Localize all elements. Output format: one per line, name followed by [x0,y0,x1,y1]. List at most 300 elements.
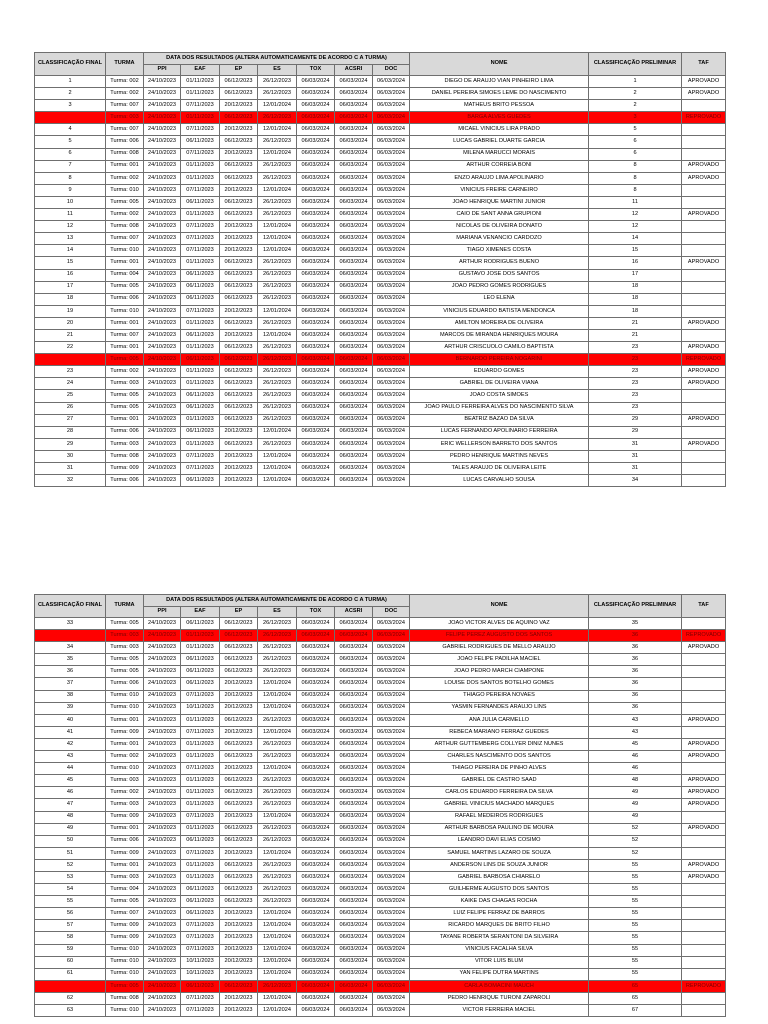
cell-es: 12/01/2024 [258,992,297,1004]
cell-taf [682,702,726,714]
cell-doc: 06/03/2024 [373,775,410,787]
cell-eaf: 01/11/2023 [181,209,220,221]
cell-tox: 06/03/2024 [297,896,335,908]
header-nome: NOME [410,53,589,76]
cell-ep: 06/12/2023 [220,402,258,414]
cell-tox: 06/03/2024 [297,835,335,847]
cell-turma: Turma: 009 [106,920,144,932]
cell-ep: 20/12/2023 [220,100,258,112]
cell-acsri: 06/03/2024 [335,859,373,871]
cell-doc: 06/03/2024 [373,678,410,690]
cell-classificacao-preliminar: 23 [589,354,682,366]
cell-acsri: 06/03/2024 [335,184,373,196]
cell-doc: 06/03/2024 [373,702,410,714]
cell-classificacao-preliminar: 11 [589,196,682,208]
cell-classificacao-final: 60 [35,956,106,968]
cell-ep: 06/12/2023 [220,293,258,305]
cell-doc: 06/03/2024 [373,148,410,160]
cell-classificacao-preliminar: 36 [589,654,682,666]
cell-classificacao-preliminar: 55 [589,932,682,944]
cell-ppi: 24/10/2023 [144,342,181,354]
cell-turma: Turma: 001 [106,823,144,835]
cell-tox: 06/03/2024 [297,100,335,112]
cell-es: 26/12/2023 [258,378,297,390]
cell-ep: 20/12/2023 [220,811,258,823]
table-row [35,414,726,426]
cell-eaf: 07/11/2023 [181,100,220,112]
cell-ppi: 24/10/2023 [144,690,181,702]
header-ep: EP [220,65,258,76]
cell-acsri: 06/03/2024 [335,402,373,414]
cell-es: 26/12/2023 [258,172,297,184]
cell-taf [682,245,726,257]
table-row [35,654,726,666]
cell-turma: Turma: 008 [106,992,144,1004]
cell-ep: 06/12/2023 [220,378,258,390]
cell-turma: Turma: 003 [106,378,144,390]
header-eaf: EAF [181,607,220,618]
cell-es: 26/12/2023 [258,269,297,281]
cell-ppi: 24/10/2023 [144,196,181,208]
cell-turma: Turma: 001 [106,257,144,269]
header-taf: TAF [682,595,726,618]
cell-nome: DIEGO DE ARAUJO VIAN PINHEIRO LIMA [410,76,589,88]
cell-classificacao-preliminar: 43 [589,726,682,738]
cell-turma: Turma: 010 [106,956,144,968]
cell-doc: 06/03/2024 [373,184,410,196]
cell-classificacao-preliminar: 35 [589,618,682,630]
cell-classificacao-final: 9 [35,184,106,196]
cell-turma: Turma: 006 [106,835,144,847]
cell-classificacao-preliminar: 43 [589,714,682,726]
cell-classificacao-preliminar: 6 [589,136,682,148]
cell-ep: 06/12/2023 [220,618,258,630]
cell-acsri: 06/03/2024 [335,811,373,823]
cell-classificacao-final: 57 [35,920,106,932]
table-row [35,690,726,702]
header-taf: TAF [682,53,726,76]
cell-nome: PEDRO HENRIQUE MARTINS NEVES [410,450,589,462]
cell-turma: Turma: 008 [106,148,144,160]
cell-classificacao-final: 25 [35,390,106,402]
cell-tox: 06/03/2024 [297,390,335,402]
cell-classificacao-final: 54 [35,884,106,896]
cell-nome: GABRIEL BARBOSA CHIARELO [410,871,589,883]
cell-classificacao-final: 56 [35,908,106,920]
table-row [35,678,726,690]
cell-eaf: 01/11/2023 [181,76,220,88]
header-acsri: ACSRI [335,65,373,76]
cell-ppi: 24/10/2023 [144,233,181,245]
cell-tox: 06/03/2024 [297,980,335,992]
cell-ppi: 24/10/2023 [144,136,181,148]
cell-es: 26/12/2023 [258,787,297,799]
cell-acsri: 06/03/2024 [335,992,373,1004]
cell-es: 26/12/2023 [258,799,297,811]
table-header [35,53,726,76]
cell-eaf: 01/11/2023 [181,88,220,100]
cell-tox: 06/03/2024 [297,184,335,196]
cell-taf [682,402,726,414]
cell-es: 12/01/2024 [258,426,297,438]
table-row [35,702,726,714]
cell-classificacao-final: 35 [35,654,106,666]
cell-ppi: 24/10/2023 [144,618,181,630]
cell-classificacao-preliminar: 8 [589,172,682,184]
cell-ep: 20/12/2023 [220,763,258,775]
cell-taf: APROVADO [682,317,726,329]
cell-doc: 06/03/2024 [373,859,410,871]
table-row [35,775,726,787]
cell-tox: 06/03/2024 [297,281,335,293]
cell-doc: 06/03/2024 [373,896,410,908]
cell-ep: 06/12/2023 [220,884,258,896]
cell-es: 12/01/2024 [258,475,297,487]
cell-classificacao-final: 34 [35,642,106,654]
cell-acsri: 06/03/2024 [335,678,373,690]
cell-turma: Turma: 001 [106,738,144,750]
cell-eaf: 07/11/2023 [181,124,220,136]
cell-acsri: 06/03/2024 [335,414,373,426]
cell-nome: JOAO PEDRO GOMES RODRIGUES [410,281,589,293]
cell-ep: 06/12/2023 [220,269,258,281]
cell-doc: 06/03/2024 [373,920,410,932]
cell-classificacao-final [35,980,106,992]
cell-acsri: 06/03/2024 [335,136,373,148]
cell-ppi: 24/10/2023 [144,920,181,932]
cell-eaf: 06/11/2023 [181,269,220,281]
cell-es: 26/12/2023 [258,438,297,450]
cell-eaf: 06/11/2023 [181,281,220,293]
cell-ppi: 24/10/2023 [144,944,181,956]
cell-turma: Turma: 010 [106,245,144,257]
table-row [35,932,726,944]
cell-taf [682,654,726,666]
cell-doc: 06/03/2024 [373,763,410,775]
cell-classificacao-preliminar: 8 [589,184,682,196]
cell-tox: 06/03/2024 [297,859,335,871]
cell-doc: 06/03/2024 [373,426,410,438]
cell-doc: 06/03/2024 [373,281,410,293]
cell-classificacao-final: 48 [35,811,106,823]
table-row [35,88,726,100]
cell-tox: 06/03/2024 [297,463,335,475]
cell-turma: Turma: 005 [106,402,144,414]
cell-acsri: 06/03/2024 [335,257,373,269]
cell-doc: 06/03/2024 [373,847,410,859]
cell-taf [682,932,726,944]
cell-doc: 06/03/2024 [373,390,410,402]
table-row [35,221,726,233]
cell-turma: Turma: 003 [106,438,144,450]
cell-acsri: 06/03/2024 [335,209,373,221]
cell-acsri: 06/03/2024 [335,88,373,100]
cell-turma: Turma: 003 [106,112,144,124]
cell-eaf: 06/11/2023 [181,475,220,487]
cell-classificacao-final: 6 [35,148,106,160]
cell-ep: 20/12/2023 [220,305,258,317]
cell-eaf: 06/11/2023 [181,884,220,896]
cell-turma: Turma: 005 [106,196,144,208]
table-row [35,450,726,462]
cell-ppi: 24/10/2023 [144,884,181,896]
table-row [35,811,726,823]
cell-ppi: 24/10/2023 [144,835,181,847]
cell-nome: JOAO HENRIQUE MARTINI JUNIOR [410,196,589,208]
cell-ppi: 24/10/2023 [144,751,181,763]
cell-acsri: 06/03/2024 [335,920,373,932]
cell-ppi: 24/10/2023 [144,702,181,714]
cell-turma: Turma: 003 [106,642,144,654]
cell-nome: LUCAS GABRIEL DUARTE GARCIA [410,136,589,148]
cell-acsri: 06/03/2024 [335,390,373,402]
cell-tox: 06/03/2024 [297,787,335,799]
cell-doc: 06/03/2024 [373,475,410,487]
cell-tox: 06/03/2024 [297,305,335,317]
cell-doc: 06/03/2024 [373,787,410,799]
cell-nome: LEO ELENA [410,293,589,305]
cell-eaf: 01/11/2023 [181,378,220,390]
cell-classificacao-preliminar: 36 [589,678,682,690]
cell-eaf: 06/11/2023 [181,908,220,920]
cell-taf [682,1005,726,1017]
cell-ppi: 24/10/2023 [144,871,181,883]
cell-ep: 06/12/2023 [220,390,258,402]
cell-classificacao-preliminar: 52 [589,823,682,835]
cell-ep: 20/12/2023 [220,233,258,245]
cell-ppi: 24/10/2023 [144,160,181,172]
cell-nome: JOAO VICTOR ALVES DE AQUINO VAZ [410,618,589,630]
cell-doc: 06/03/2024 [373,269,410,281]
cell-taf [682,666,726,678]
cell-doc: 06/03/2024 [373,76,410,88]
cell-doc: 06/03/2024 [373,438,410,450]
cell-tox: 06/03/2024 [297,378,335,390]
cell-classificacao-final: 14 [35,245,106,257]
cell-taf [682,847,726,859]
cell-tox: 06/03/2024 [297,402,335,414]
cell-nome: VITOR LUIS BLUM [410,956,589,968]
cell-classificacao-final: 13 [35,233,106,245]
cell-eaf: 01/11/2023 [181,317,220,329]
cell-nome: RICARDO MARQUES DE BRITO FILHO [410,920,589,932]
header-tox: TOX [297,607,335,618]
cell-acsri: 06/03/2024 [335,799,373,811]
cell-turma: Turma: 002 [106,209,144,221]
table-row [35,871,726,883]
cell-nome: CAIO DE SANT ANNA GRUPIONI [410,209,589,221]
cell-ppi: 24/10/2023 [144,293,181,305]
cell-tox: 06/03/2024 [297,269,335,281]
table-row [35,726,726,738]
cell-tox: 06/03/2024 [297,160,335,172]
cell-classificacao-final: 27 [35,414,106,426]
cell-ppi: 24/10/2023 [144,426,181,438]
cell-nome: ARTHUR BARBOSA PAULINO DE MOURA [410,823,589,835]
cell-classificacao-final: 26 [35,402,106,414]
cell-ppi: 24/10/2023 [144,148,181,160]
cell-classificacao-final: 23 [35,366,106,378]
cell-ep: 06/12/2023 [220,871,258,883]
cell-classificacao-final: 20 [35,317,106,329]
table-row [35,642,726,654]
cell-eaf: 07/11/2023 [181,1005,220,1017]
header-ep: EP [220,607,258,618]
table-body [35,76,726,487]
cell-nome: DANIEL PEREIRA SIMOES LEME DO NASCIMENTO [410,88,589,100]
cell-eaf: 07/11/2023 [181,221,220,233]
cell-taf [682,690,726,702]
cell-ep: 20/12/2023 [220,245,258,257]
cell-nome: LOUISE DOS SANTOS BOTELHO GOMES [410,678,589,690]
cell-ep: 06/12/2023 [220,366,258,378]
table-row [35,884,726,896]
cell-classificacao-final: 40 [35,714,106,726]
header-classificacao-final: CLASSIFICAÇÃO FINAL [35,595,106,618]
cell-tox: 06/03/2024 [297,956,335,968]
cell-es: 26/12/2023 [258,209,297,221]
cell-ep: 20/12/2023 [220,221,258,233]
cell-ppi: 24/10/2023 [144,281,181,293]
cell-classificacao-preliminar: 55 [589,896,682,908]
cell-acsri: 06/03/2024 [335,293,373,305]
cell-turma: Turma: 002 [106,751,144,763]
cell-taf: APROVADO [682,414,726,426]
table-row [35,402,726,414]
cell-tox: 06/03/2024 [297,148,335,160]
cell-turma: Turma: 007 [106,233,144,245]
cell-es: 26/12/2023 [258,390,297,402]
cell-eaf: 10/11/2023 [181,702,220,714]
cell-taf [682,678,726,690]
cell-nome: CARLOS EDUARDO FERREIRA DA SILVA [410,787,589,799]
cell-doc: 06/03/2024 [373,751,410,763]
cell-es: 26/12/2023 [258,884,297,896]
cell-tox: 06/03/2024 [297,871,335,883]
table-row [35,305,726,317]
cell-turma: Turma: 003 [106,630,144,642]
cell-nome: NICOLAS DE OLIVEIRA DONATO [410,221,589,233]
cell-es: 26/12/2023 [258,342,297,354]
table-row [35,281,726,293]
table-row [35,329,726,341]
cell-nome: ANDERSON LINS DE SOUZA JUNIOR [410,859,589,871]
cell-classificacao-preliminar: 12 [589,209,682,221]
cell-acsri: 06/03/2024 [335,896,373,908]
header-eaf: EAF [181,65,220,76]
cell-ep: 20/12/2023 [220,426,258,438]
cell-turma: Turma: 003 [106,775,144,787]
cell-doc: 06/03/2024 [373,811,410,823]
cell-nome: TAYANE ROBERTA SERANTONI DA SILVEIRA [410,932,589,944]
cell-tox: 06/03/2024 [297,221,335,233]
cell-es: 26/12/2023 [258,293,297,305]
cell-acsri: 06/03/2024 [335,956,373,968]
cell-turma: Turma: 005 [106,618,144,630]
cell-ep: 20/12/2023 [220,329,258,341]
cell-taf [682,100,726,112]
cell-classificacao-preliminar: 17 [589,269,682,281]
cell-ep: 06/12/2023 [220,257,258,269]
cell-doc: 06/03/2024 [373,88,410,100]
cell-eaf: 06/11/2023 [181,329,220,341]
table-row [35,787,726,799]
cell-taf: APROVADO [682,378,726,390]
cell-taf [682,450,726,462]
cell-classificacao-final: 50 [35,835,106,847]
cell-es: 26/12/2023 [258,136,297,148]
cell-nome: ARTHUR GUTTEMBERG COLLYER DINIZ NUNES [410,738,589,750]
cell-turma: Turma: 005 [106,666,144,678]
cell-doc: 06/03/2024 [373,293,410,305]
cell-acsri: 06/03/2024 [335,245,373,257]
cell-taf: REPROVADO [682,112,726,124]
cell-taf [682,136,726,148]
cell-ppi: 24/10/2023 [144,438,181,450]
cell-taf [682,281,726,293]
cell-ep: 20/12/2023 [220,726,258,738]
cell-eaf: 01/11/2023 [181,342,220,354]
cell-ppi: 24/10/2023 [144,980,181,992]
cell-doc: 06/03/2024 [373,956,410,968]
cell-tox: 06/03/2024 [297,76,335,88]
cell-es: 12/01/2024 [258,811,297,823]
cell-acsri: 06/03/2024 [335,100,373,112]
cell-taf: APROVADO [682,438,726,450]
cell-ep: 20/12/2023 [220,702,258,714]
table-row [35,378,726,390]
cell-es: 12/01/2024 [258,956,297,968]
cell-doc: 06/03/2024 [373,618,410,630]
cell-acsri: 06/03/2024 [335,944,373,956]
cell-acsri: 06/03/2024 [335,932,373,944]
results-table-1 [34,52,726,487]
cell-taf [682,944,726,956]
cell-ppi: 24/10/2023 [144,992,181,1004]
cell-nome: KAIKE DAS CHAGAS ROCHA [410,896,589,908]
cell-acsri: 06/03/2024 [335,221,373,233]
cell-turma: Turma: 003 [106,871,144,883]
cell-nome: MATHEUS BRITO PESSOA [410,100,589,112]
cell-es: 12/01/2024 [258,1005,297,1017]
cell-classificacao-final: 61 [35,968,106,980]
table-row [35,1005,726,1017]
cell-nome: LEANDRO DAVI ELIAS COSIMO [410,835,589,847]
header-classificacao-preliminar: CLASSIFICAÇÃO PRELIMINAR [589,595,682,618]
cell-eaf: 07/11/2023 [181,932,220,944]
cell-taf: APROVADO [682,823,726,835]
results-table-2 [34,594,726,1017]
table-row [35,463,726,475]
table-row [35,666,726,678]
cell-taf [682,726,726,738]
cell-classificacao-preliminar: 46 [589,751,682,763]
cell-tox: 06/03/2024 [297,726,335,738]
cell-nome: LUCAS FERNANDO APOLINARIO FERREIRA [410,426,589,438]
cell-eaf: 07/11/2023 [181,184,220,196]
cell-acsri: 06/03/2024 [335,618,373,630]
cell-taf: APROVADO [682,799,726,811]
cell-ppi: 24/10/2023 [144,847,181,859]
table-row [35,944,726,956]
cell-eaf: 07/11/2023 [181,811,220,823]
cell-classificacao-final: 47 [35,799,106,811]
cell-ep: 06/12/2023 [220,209,258,221]
cell-classificacao-final: 11 [35,209,106,221]
header-nome: NOME [410,595,589,618]
cell-ppi: 24/10/2023 [144,463,181,475]
cell-taf: APROVADO [682,88,726,100]
